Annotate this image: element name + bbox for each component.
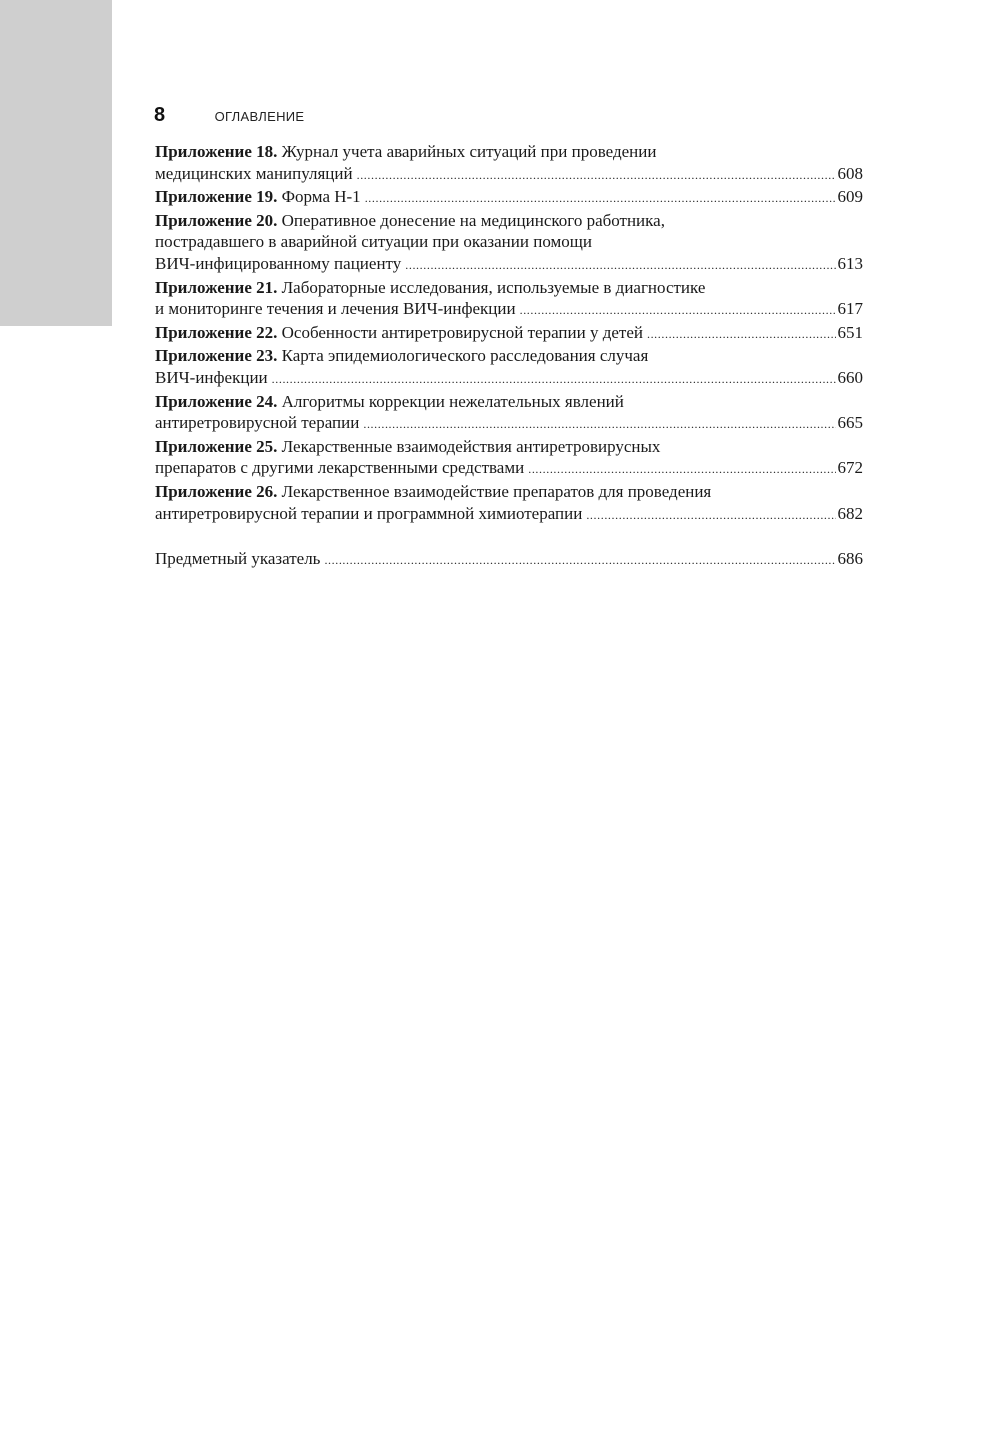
- page-number: 8: [154, 104, 165, 126]
- spacer: [155, 526, 863, 548]
- toc-line: [155, 277, 863, 299]
- toc-line: [155, 548, 863, 572]
- toc-entry[interactable]: [155, 481, 863, 526]
- toc-line: [155, 412, 863, 436]
- toc-entry-title: Оперативное донесение на медицинского работника,: [281, 210, 665, 230]
- toc-entry-title: Журнал учета аварийных ситуаций при проведении: [281, 142, 657, 161]
- toc-entry[interactable]: [155, 322, 863, 346]
- toc-entry-title: ВИЧ-инфекции: [155, 367, 268, 387]
- toc-entry-label: Приложение 26.: [155, 481, 278, 501]
- dot-leader: [528, 459, 835, 481]
- toc-page-number: 613: [837, 253, 863, 273]
- toc-entry-title: Алгоритмы коррекции нежелательных явлений: [281, 391, 624, 411]
- dot-leader: [272, 369, 836, 391]
- toc-entry-label: Приложение 19.: [155, 187, 278, 207]
- toc-entry[interactable]: [155, 345, 863, 390]
- toc-page-number: 660: [837, 367, 863, 387]
- toc-entry-title: Предметный указатель: [155, 548, 321, 568]
- dot-leader: [520, 300, 836, 322]
- toc-entry[interactable]: [155, 436, 863, 481]
- toc-entry-label: Приложение 18.: [155, 142, 278, 161]
- toc-page-number: 682: [837, 503, 863, 523]
- toc-entry[interactable]: [155, 141, 863, 186]
- dot-leader: [363, 414, 835, 436]
- toc-entry-title: препаратов с другими лекарственными средствами: [155, 458, 525, 478]
- toc-line: [155, 481, 863, 503]
- toc-line: [155, 298, 863, 322]
- dot-leader: [365, 188, 836, 210]
- toc-line: [155, 457, 863, 481]
- toc-entry-label: Приложение 25.: [155, 436, 278, 456]
- table-of-contents: [155, 141, 863, 571]
- toc-line: [155, 391, 863, 413]
- toc-line: [155, 210, 863, 232]
- toc-entry-title: антиретровирусной терапии: [155, 413, 360, 433]
- toc-page-number: 609: [837, 187, 863, 207]
- toc-line: [155, 345, 863, 367]
- toc-entry-label: Приложение 22.: [155, 322, 278, 342]
- toc-entry-title: Лабораторные исследования, используемые в диагностике: [281, 277, 706, 297]
- toc-entry-title: пострадавшего в аварийной ситуации при оказании помощи: [155, 232, 592, 252]
- toc-entry-index[interactable]: [155, 548, 863, 572]
- toc-entry[interactable]: [155, 186, 863, 210]
- toc-page-number: 665: [837, 413, 863, 433]
- toc-line: [155, 231, 863, 253]
- dot-leader: [324, 550, 835, 572]
- toc-entry-title: антиретровирусной терапии и программной химиотерапии: [155, 503, 583, 523]
- toc-page-number: 651: [837, 322, 863, 342]
- toc-entry-label: Приложение 21.: [155, 277, 278, 297]
- toc-entry-title: Карта эпидемиологического расследования случая: [281, 346, 649, 366]
- toc-entry[interactable]: [155, 210, 863, 277]
- toc-entry-title: Особенности антиретровирусной терапии у детей: [281, 322, 643, 342]
- toc-entry-label: Приложение 20.: [155, 210, 278, 230]
- toc-entry-label: Приложение 23.: [155, 346, 278, 366]
- toc-entry-title: и мониторинге течения и лечения ВИЧ-инфекции: [155, 299, 516, 319]
- toc-line: [155, 141, 863, 163]
- dot-leader: [586, 505, 835, 527]
- dot-leader: [647, 324, 836, 346]
- toc-entry[interactable]: [155, 391, 863, 436]
- toc-page-number: 608: [837, 163, 863, 183]
- running-head: [154, 104, 304, 128]
- toc-entry-title: медицинских манипуляций: [155, 163, 353, 183]
- toc-line: [155, 503, 863, 527]
- toc-entry-title: Форма Н-1: [281, 187, 361, 207]
- toc-entry-text: [155, 186, 361, 208]
- toc-line: [155, 367, 863, 391]
- toc-entry-title: Лекарственное взаимодействие препаратов для проведения: [281, 481, 712, 501]
- section-title: ОГЛАВЛЕНИЕ: [214, 109, 305, 124]
- toc-entry-title: Лекарственные взаимодействия антиретровирусных: [281, 436, 661, 456]
- dot-leader: [405, 255, 835, 277]
- toc-entry-label: Приложение 24.: [155, 391, 278, 411]
- toc-entry-title: ВИЧ-инфицированному пациенту: [155, 253, 402, 273]
- toc-page-number: 617: [837, 299, 863, 319]
- dot-leader: [357, 165, 836, 187]
- toc-line: [155, 253, 863, 277]
- toc-line: [155, 163, 863, 187]
- toc-line: [155, 436, 863, 458]
- toc-page-number: 686: [837, 548, 863, 568]
- toc-entry[interactable]: [155, 277, 863, 322]
- toc-line: [155, 322, 863, 346]
- toc-entry-text: [155, 322, 643, 344]
- side-tab: [0, 0, 112, 326]
- toc-line: [155, 186, 863, 210]
- toc-page-number: 672: [837, 458, 863, 478]
